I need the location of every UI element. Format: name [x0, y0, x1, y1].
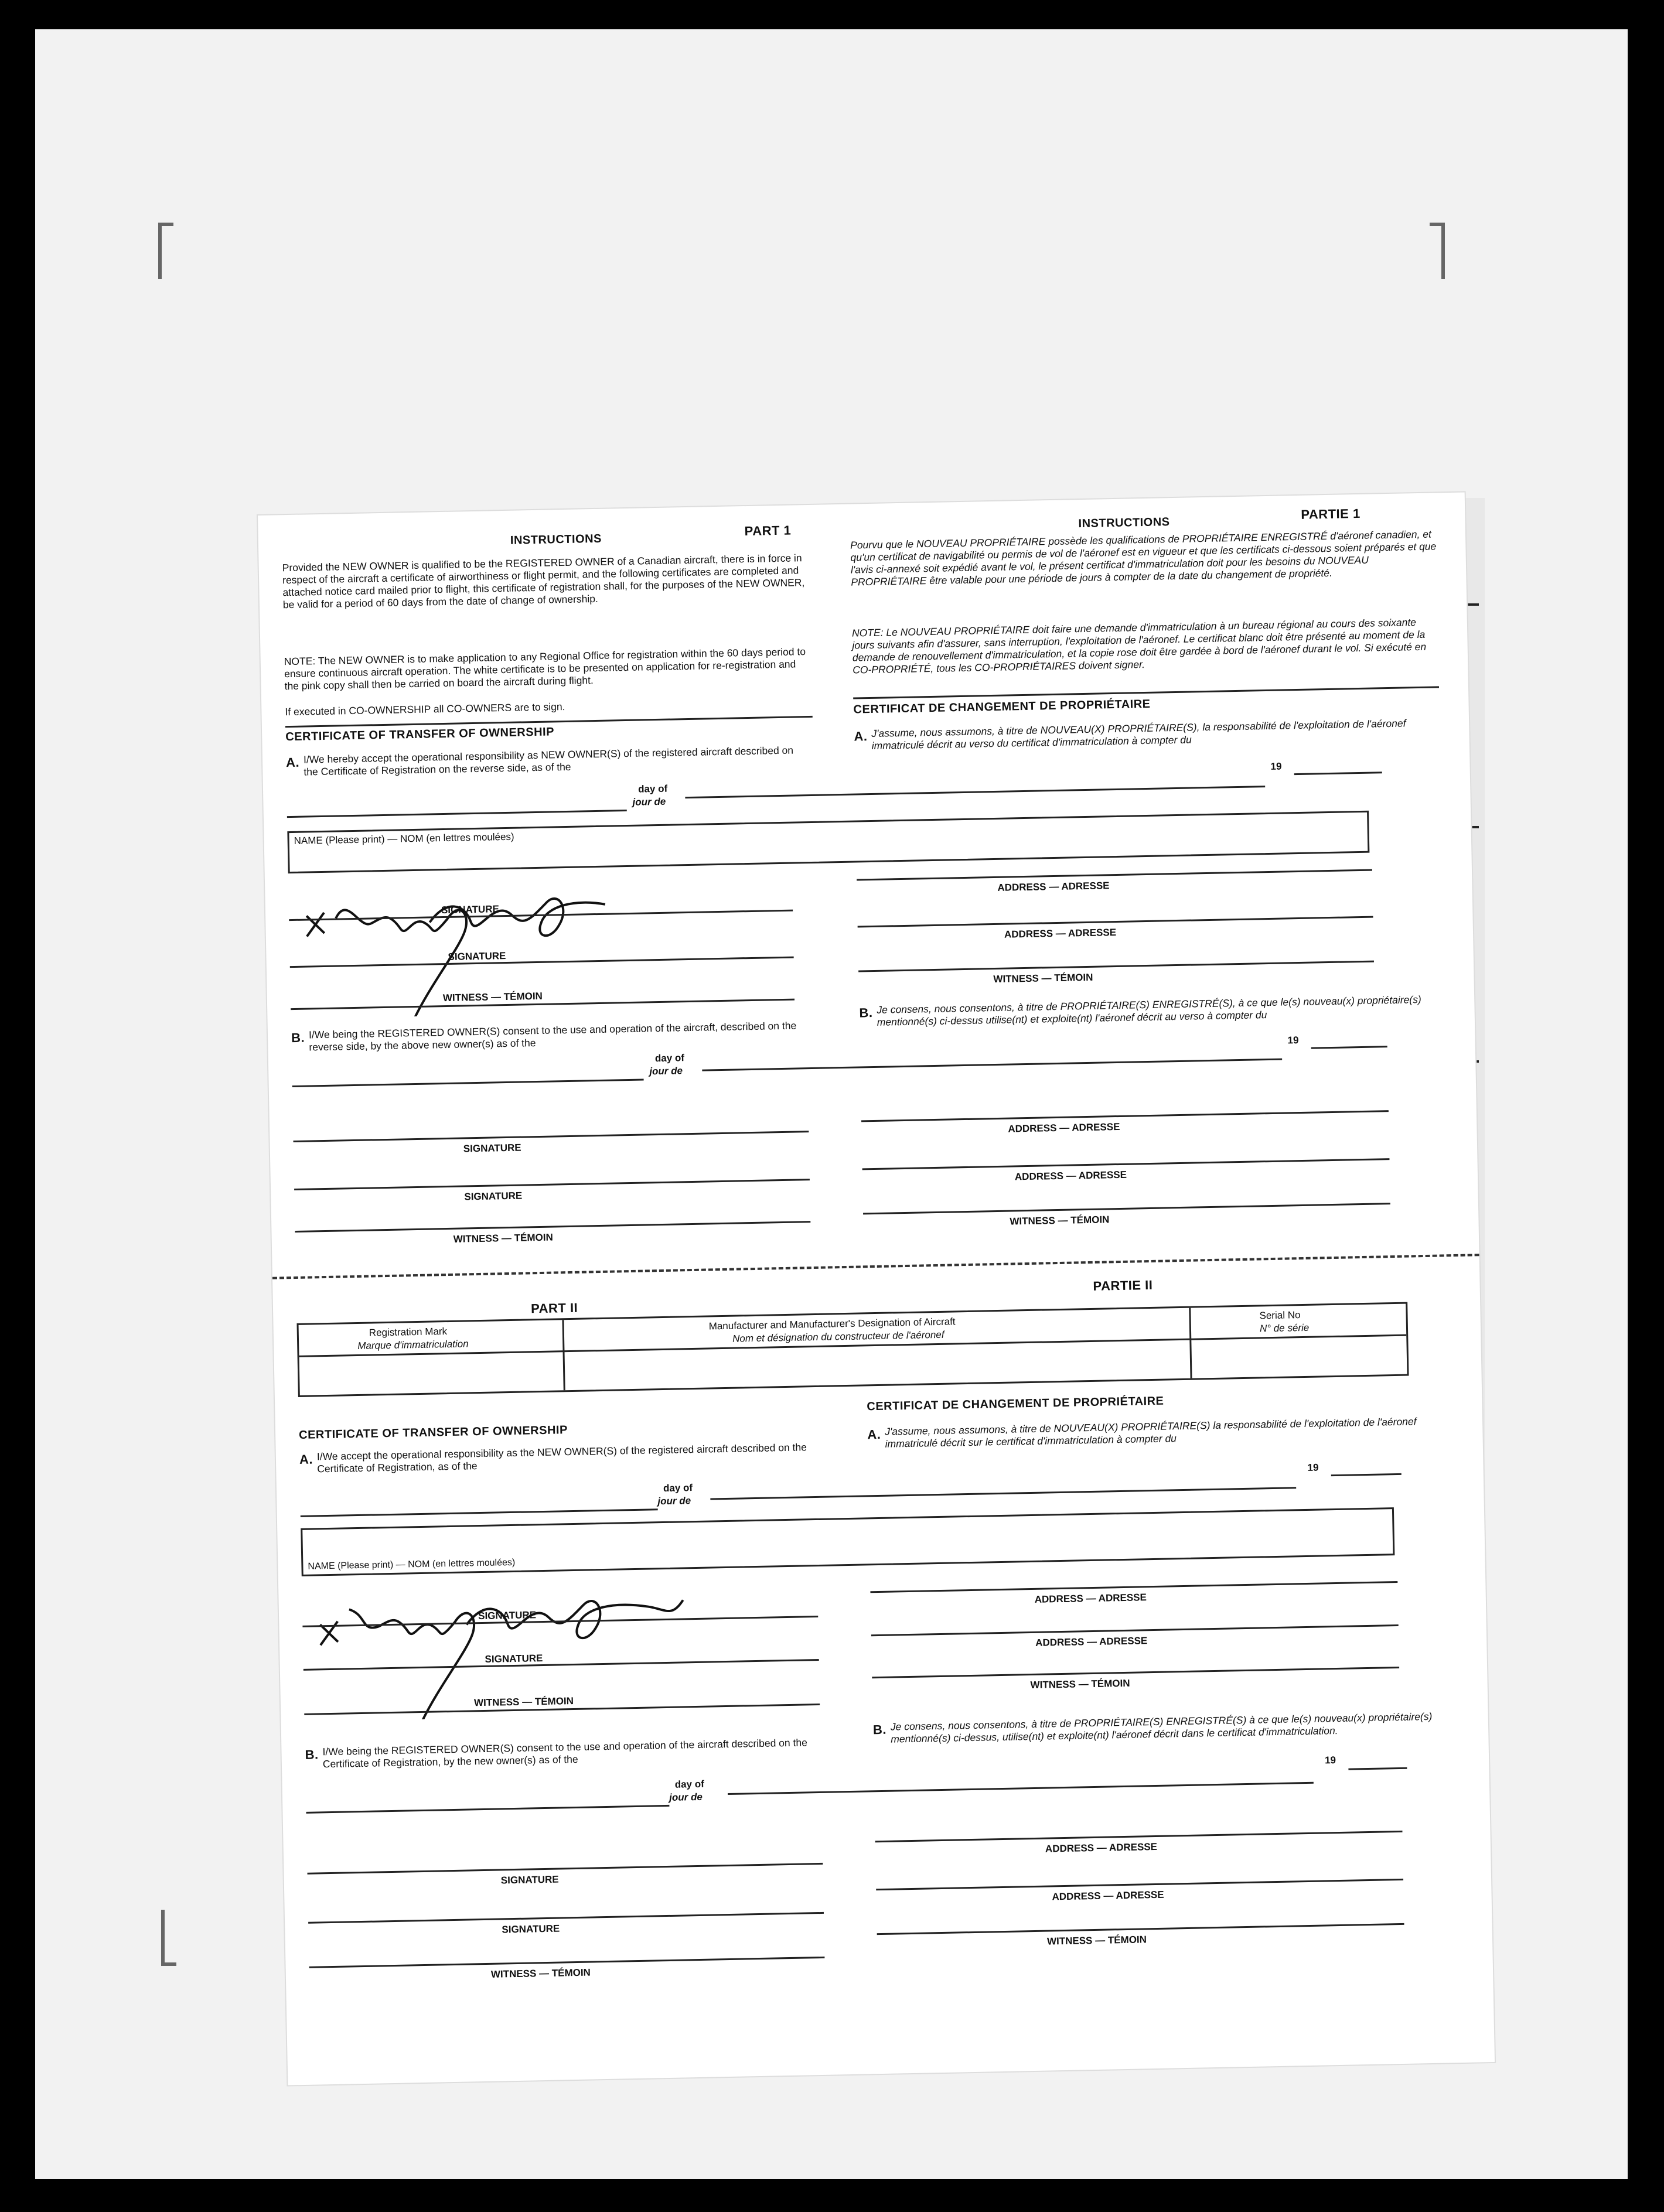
date-line[interactable] — [702, 1059, 1282, 1071]
date-line[interactable] — [301, 1508, 658, 1517]
clause-b-text-fr: Je consens, nous consentons, à titre de PROPRIÉTAIRE(S) ENREGISTRÉ(S), à ce que le(s) nouveau(x) propriétaire(s) mentionné(s) ci-dessus utilise(nt) et exploite(nt) l'aéronef décrit au verso à compter du — [877, 994, 1421, 1028]
year-label: 19 — [1307, 1462, 1319, 1473]
address-label: ADDRESS — ADRESSE — [1052, 1889, 1164, 1903]
reg-mark-header-fr: Marque d'immatriculation — [357, 1338, 469, 1351]
signature-label: SIGNATURE — [463, 1142, 521, 1155]
cert-title-en-2: CERTIFICATE OF TRANSFER OF OWNERSHIP — [298, 1424, 568, 1442]
instructions-note-en: NOTE: The NEW OWNER is to make application to any Regional Office for registration within the 60 days period to ensure continuous aircraft operation. The white certificate is to be presented on application for re-registration and the pink copy shall then be carried on board the aircraft during flight. — [284, 646, 806, 692]
date-line[interactable] — [710, 1487, 1296, 1500]
instructions-title-en: INSTRUCTIONS — [510, 532, 602, 547]
clause-b-text-en: I/We being the REGISTERED OWNER(S) consent to the use and operation of the aircraft, described on the reverse side, by the above new owner(s) as of the — [308, 1019, 797, 1053]
address-label: ADDRESS — ADRESSE — [1045, 1841, 1158, 1855]
clause-a-letter-fr: A. — [854, 729, 868, 744]
part1-title-en: PART 1 — [744, 523, 792, 539]
instructions-paragraph-fr: Pourvu que le NOUVEAU PROPRIÉTAIRE possède les qualifications de PROPRIÉTAIRE ENREGISTRÉ d'aéronef canadien, et qu'un certificat de navigabilité ou permis de vol de l'aéronef est en vigueur et que les certificats ci-dessous soient préparés et que l'avis ci-annexé soit expédié avant le vol, le présent certificat d'immatriculation doit pour les besoins du NOUVEAU PROPRIÉTAIRE être valable pour une période de jours à compter de la date du changement de propriété. — [850, 528, 1437, 588]
crop-mark-top-right — [1430, 223, 1445, 279]
witness-label: WITNESS — TÉMOIN — [1046, 1934, 1147, 1947]
clause-a-text-fr: J'assume, nous assumons, à titre de NOUVEAU(X) PROPRIÉTAIRE(S), la responsabilité de l'exploitation de l'aéronef immatriculé décrit au verso du certificat d'immatriculation à compter du — [871, 717, 1406, 752]
address-line[interactable] — [862, 1158, 1390, 1170]
year-label: 19 — [1287, 1035, 1299, 1046]
address-label: ADDRESS — ADRESSE — [1004, 927, 1117, 940]
witness-line[interactable] — [872, 1667, 1399, 1678]
part2-title-fr: PARTIE II — [1093, 1277, 1153, 1293]
address-label: ADDRESS — ADRESSE — [1035, 1635, 1148, 1648]
crop-mark-top-left — [158, 223, 173, 279]
clause-b-letter-fr: B. — [859, 1005, 873, 1020]
reg-mark-header: Registration Mark — [369, 1326, 448, 1339]
clause-b-text-fr-2: Je consens, nous consentons, à titre de PROPRIÉTAIRE(S) ENREGISTRÉ(S) à ce que le(s) nouveau(x) propriétaire(s) mentionné(s) ci-dessus, utilise(nt) et exploite(nt) l'aéronef décrit dans le certificat d'immatriculation. — [890, 1710, 1433, 1745]
jour-de-label: jour de — [649, 1065, 683, 1077]
signature-line[interactable] — [293, 1131, 809, 1142]
instructions-title-fr: INSTRUCTIONS — [1078, 516, 1170, 531]
name-field-label: NAME (Please print) — NOM (en lettres moulées) — [308, 1557, 516, 1572]
name-print-field[interactable] — [287, 811, 1369, 873]
name-field-label: NAME (Please print) — NOM (en lettres moulées) — [294, 831, 514, 846]
year-line[interactable] — [1331, 1473, 1402, 1476]
year-line[interactable] — [1311, 1046, 1387, 1049]
part2-title-en: PART II — [530, 1300, 578, 1316]
signature-label: SIGNATURE — [485, 1653, 543, 1665]
witness-line[interactable] — [858, 961, 1374, 972]
date-line[interactable] — [728, 1782, 1314, 1795]
ownership-transfer-form — [258, 492, 1495, 2085]
clause-b-letter: B. — [305, 1747, 319, 1762]
year-label: 19 — [1270, 760, 1282, 772]
witness-line[interactable] — [877, 1923, 1404, 1935]
instructions-paragraph-en: Provided the NEW OWNER is qualified to be the REGISTERED OWNER of a Canadian aircraft, there is in force in respect of the aircraft a certificate of airworthiness or flight permit, and the following certificates are completed and attached notice card mailed prior to flight, this certificate of registration shall, for the purposes of the NEW OWNER, be valid for a period of 60 days from the date of change of ownership. — [282, 552, 805, 611]
signature-label: SIGNATURE — [478, 1609, 537, 1622]
address-label: ADDRESS — ADRESSE — [1008, 1121, 1120, 1135]
serial-header-fr: N° de série — [1259, 1322, 1310, 1334]
address-line[interactable] — [875, 1831, 1403, 1842]
address-line[interactable] — [876, 1879, 1403, 1890]
signature-line[interactable] — [308, 1912, 824, 1924]
address-label: ADDRESS — ADRESSE — [1014, 1169, 1127, 1183]
day-of-label: day of — [674, 1778, 704, 1790]
aircraft-details-table — [296, 1302, 1409, 1397]
witness-label: WITNESS — TÉMOIN — [1030, 1677, 1130, 1691]
clause-a-letter-fr: A. — [867, 1426, 881, 1442]
cert-title-fr-2: CERTIFICAT DE CHANGEMENT DE PROPRIÉTAIRE — [867, 1394, 1164, 1414]
manufacturer-header: Manufacturer and Manufacturer's Designation of Aircraft — [708, 1316, 956, 1332]
witness-line[interactable] — [309, 1957, 825, 1968]
clause-b-text-en-2: I/We being the REGISTERED OWNER(S) consent to the use and operation of the aircraft described on the Certificate of Registration, by the new owner(s) as of the — [322, 1736, 808, 1770]
name-print-field[interactable] — [301, 1507, 1394, 1576]
cert-title-en: CERTIFICATE OF TRANSFER OF OWNERSHIP — [285, 725, 555, 744]
address-line[interactable] — [858, 916, 1373, 928]
jour-de-label: jour de — [657, 1495, 691, 1507]
witness-label: WITNESS — TÉMOIN — [1010, 1214, 1110, 1227]
witness-label: WITNESS — TÉMOIN — [993, 971, 1093, 985]
witness-line[interactable] — [863, 1203, 1390, 1214]
witness-label: WITNESS — TÉMOIN — [453, 1231, 553, 1245]
address-label: ADDRESS — ADRESSE — [997, 880, 1110, 893]
clause-a-text-en-2: I/We accept the operational responsibility as the NEW OWNER(S) of the registered aircraft described on the Certificate of Registration, as of the — [316, 1441, 807, 1475]
instructions-note-fr: NOTE: Le NOUVEAU PROPRIÉTAIRE doit faire une demande d'immatriculation à un bureau régional au cours des soixante jours suivants afin d'assurer, sans interruption, l'exploitation de l'aéronef. Le certificat blanc doit être présenté au moment de la demande de renouvellement d'immatriculation, et la copie rose doit être gardée à bord de l'aéronef durant le vol. Si exécuté en CO-PROPRIÉTÉ, tous les CO-PROPRIÉTAIRES doivent signer. — [851, 616, 1427, 676]
signature-label: SIGNATURE — [448, 950, 506, 962]
instructions-note2-en: If executed in CO-OWNERSHIP all CO-OWNERS are to sign. — [285, 700, 565, 718]
witness-label: WITNESS — TÉMOIN — [473, 1695, 574, 1709]
signature-label: SIGNATURE — [502, 1923, 560, 1936]
witness-line[interactable] — [295, 1221, 810, 1233]
year-line[interactable] — [1348, 1767, 1407, 1770]
jour-de-label: jour de — [632, 796, 666, 808]
day-of-label: day of — [663, 1482, 693, 1494]
reg-mark-cell[interactable] — [302, 1354, 560, 1391]
perforation-line — [272, 1254, 1479, 1279]
cert-title-fr: CERTIFICAT DE CHANGEMENT DE PROPRIÉTAIRE — [853, 697, 1151, 716]
day-of-label: day of — [654, 1052, 685, 1064]
witness-label: WITNESS — TÉMOIN — [490, 1967, 591, 1980]
part1-title-fr: PARTIE 1 — [1301, 506, 1360, 522]
clause-b-letter: B. — [291, 1030, 305, 1046]
address-label: ADDRESS — ADRESSE — [1034, 1592, 1147, 1605]
date-line[interactable] — [306, 1805, 669, 1814]
signature-label: SIGNATURE — [500, 1873, 559, 1886]
day-of-label: day of — [637, 783, 668, 795]
manufacturer-header-fr: Nom et désignation du constructeur de l'aéronef — [732, 1329, 944, 1344]
clause-b-letter-fr: B. — [872, 1722, 887, 1737]
date-line[interactable] — [287, 810, 627, 818]
address-line[interactable] — [870, 1581, 1397, 1593]
date-line[interactable] — [292, 1079, 644, 1088]
jour-de-label: jour de — [669, 1791, 703, 1803]
signature-line[interactable] — [307, 1863, 823, 1875]
year-label: 19 — [1324, 1754, 1336, 1766]
date-line[interactable] — [685, 786, 1265, 798]
serial-header: Serial No — [1259, 1309, 1301, 1322]
address-line[interactable] — [861, 1110, 1389, 1122]
witness-label: WITNESS — TÉMOIN — [442, 990, 543, 1004]
year-line[interactable] — [1294, 772, 1382, 775]
serial-cell[interactable] — [1193, 1338, 1404, 1375]
clause-a-letter: A. — [299, 1452, 313, 1467]
clause-a-text-fr-2: J'assume, nous assumons, à titre de NOUVEAU(X) PROPRIÉTAIRE(S) la responsabilité de l'exploitation de l'aéronef immatriculé décrit sur le certificat d'immatriculation à compter du — [885, 1415, 1417, 1450]
crop-mark-bottom-left — [161, 1910, 176, 1966]
clause-a-letter: A. — [285, 755, 300, 770]
signature-label: SIGNATURE — [441, 903, 500, 916]
signature-line[interactable] — [294, 1179, 810, 1190]
address-line[interactable] — [857, 869, 1372, 881]
signature-label: SIGNATURE — [464, 1190, 523, 1203]
address-line[interactable] — [871, 1624, 1399, 1636]
clause-a-text-en: I/We hereby accept the operational responsibility as NEW OWNER(S) of the registered aircraft described on the Certificate of Registration on the reverse side, as of the — [303, 744, 794, 778]
